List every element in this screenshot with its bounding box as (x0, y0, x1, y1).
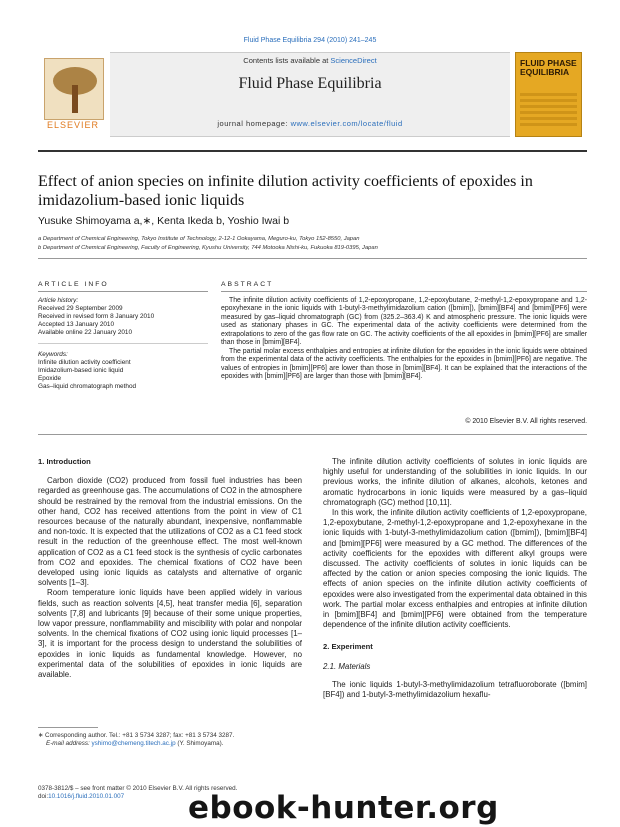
article-history: Article history: Received 29 September 2009 Received in revised form 8 January 2010 Accepted 13 January 2010 Available online 22 January 2010 (38, 297, 208, 337)
body-paragraph: Room temperature ionic liquids have been applied widely in various fields, such as reaction solvents [4,5], heat transfer media [6], separation solvents [7,8] and lubricants [9] because of their some unique properties, low vapor pressure, nonflammability and miscibility with polar and nonpolar solvents. In the chemical fixations of CO2 using ionic liquid processes [1–3], it is important for the process design to understand the solubilities of epoxides in ionic liquids as fundamental knowledge. However, no experimental data of the solubilities of epoxides in ionic liquids are available. (38, 588, 302, 680)
history-item: Available online 22 January 2010 (38, 329, 133, 337)
issn-line: 0378-3812/$ – see front matter © 2010 Elsevier B.V. All rights reserved. (38, 785, 238, 792)
body-left-column (38, 457, 302, 680)
tree-logo-icon (44, 58, 104, 120)
body-paragraph: Carbon dioxide (CO2) produced from fossil fuel industries has been regarded as greenhouse gas. The accumulations of CO2 in the atmosphere should be restrained by the removal from the industrial emissions. On the other hand, CO2 has received attentions from the point in view of C1 resources because of the naturally abundant, inexpensive, nonflammable and non-toxic. It is expected that the utilizations of CO2 as a C1 feed stock result in the reduction of the greenhouse effect. The most well-known application of CO2 as a C1 feed stock is the synthesis of cyclic carbonates from CO2 and epoxides. The chemical fixations of CO2 have been developed using ionic liquids as catalysts and alternative of organic solvents [1–3]. (38, 476, 302, 588)
keyword-item: Gas–liquid chromatograph method (38, 383, 137, 391)
affiliation-divider (38, 258, 587, 259)
article-title: Effect of anion species on infinite dilution activity coefficients of epoxides in imidazolium-based ionic liquids (38, 173, 533, 209)
journal-header (38, 52, 580, 135)
history-item: Accepted 13 January 2010 (38, 321, 115, 329)
footnote-rule (38, 727, 98, 728)
watermark-text: ebook-hunter.org (188, 790, 499, 826)
abstract-paragraph: The infinite dilution activity coefficients of 1,2-epoxypropane, 1,2-epoxybutane, 2-methyl-1,2-epoxypropane and 1,2-epoxyhexane in the ionic liquids with 1-butyl-3-methylimidazolium cation ([bmim]), [bmim][BF4] and [bmim][PF6] were measured by gas–liquid chromatograph (GC) from (325.2–363.4) K and atmospheric pressure. The ionic liquids were used as stationary phases in GC. The experimental data of the activity coefficients were determined from the extrapolations to zero of the gas flow rate on GC. The activity coefficients of the all epoxides in [bmim][PF6] are smaller than those in [bmim][BF4]. (221, 297, 587, 347)
abstract-paragraph: The partial molar excess enthalpies and entropies at infinite dilution for the epoxides in the ionic liquids were obtained from the experimental data of the activity coefficients. The enthalpies for the epoxides in [bmim][PF6] are negative. The values of entropies in [bmim][PF6] are lower than those in [bmim][BF4]. It can be explained that the interactions of the epoxides with [bmim][PF6] are larger than those with [bmim][BF4]. (221, 347, 587, 381)
body-paragraph: The infinite dilution activity coefficients of solutes in ionic liquids are highly useful for understanding of the solubilities in ionic liquids. In our previous works, the infinite dilution of alkanes, alcohols, ketones and aromatic hydrocarbons in ionic liquids were measured by a gas–liquid chromatograph (GC) method [10,11]. (323, 457, 587, 507)
keyword-item: Epoxide (38, 375, 62, 383)
affiliation-b: b Department of Chemical Engineering, Faculty of Engineering, Kyushu University, 744 Motooka Nishi-ku, Fukuoka 819-0395, Japan (38, 245, 378, 251)
history-item: Received in revised form 8 January 2010 (38, 313, 155, 321)
author-list: Yusuke Shimoyama a,∗, Kenta Ikeda b, Yoshio Iwai b (38, 215, 290, 227)
contents-line: Contents lists available at ScienceDirect (243, 56, 377, 65)
doi-link[interactable]: 10.1016/j.fluid.2010.01.007 (48, 793, 125, 801)
body-right-column (323, 457, 587, 700)
email-link[interactable]: yshimo@chemeng.titech.ac.jp (91, 740, 176, 748)
journal-homepage: journal homepage: www.elsevier.com/locate/fluid (217, 119, 403, 128)
publisher-name: ELSEVIER (46, 120, 100, 130)
page-footer: 0378-3812/$ – see front matter © 2010 Elsevier B.V. All rights reserved. doi:10.1016/j.fluid.2010.01.007 (38, 785, 302, 802)
cover-decoration (520, 93, 577, 129)
journal-banner (110, 52, 510, 137)
corresponding-author: ∗ Corresponding author. Tel.: +81 3 5734 3287; fax: +81 3 5734 3287. (38, 732, 235, 739)
elsevier-logo[interactable] (38, 52, 108, 135)
keyword-item: Imidazolium-based ionic liquid (38, 367, 124, 375)
journal-reference[interactable]: Fluid Phase Equilibria 294 (2010) 241–245 (243, 37, 377, 44)
copyright-notice: © 2010 Elsevier B.V. All rights reserved. (465, 418, 587, 425)
header-divider (38, 150, 587, 152)
article-info-heading: ARTICLE INFO (38, 281, 109, 288)
article-info-rule (38, 291, 208, 292)
keywords: Keywords: Infinite dilution activity coefficient Imidazolium-based ionic liquid Epoxide Gas–liquid chromatograph method (38, 351, 208, 391)
abstract-heading: ABSTRACT (221, 281, 274, 288)
section-heading-experiment: 2. Experiment (323, 642, 373, 652)
abstract-divider (38, 434, 587, 435)
journal-title: Fluid Phase Equilibria (238, 75, 382, 92)
history-item: Received 29 September 2009 (38, 305, 123, 313)
section-heading-introduction: 1. Introduction (38, 457, 91, 466)
journal-cover-image[interactable] (515, 52, 582, 137)
abstract-body (221, 297, 587, 382)
affiliation-a: a Department of Chemical Engineering, Tokyo Institute of Technology, 2-12-1 Ookayama, Meguro-ku, Tokyo 152-8550, Japan (38, 236, 360, 242)
keywords-rule (38, 343, 208, 344)
footnote: ∗ Corresponding author. Tel.: +81 3 5734 3287; fax: +81 3 5734 3287. E-mail address: yshimo@chemeng.titech.ac.jp (Y. Shimoyama). (38, 732, 302, 749)
sciencedirect-link[interactable]: ScienceDirect (330, 56, 377, 65)
cover-title: FLUID PHASE EQUILIBRIA (520, 58, 577, 77)
body-paragraph: In this work, the infinite dilution activity coefficients of 1,2-epoxypropane, 1,2-epoxybutane, 2-methyl-1,2-epoxypropane and 1,2-epoxyhexane in the ionic liquids with 1-butyl-3-methylimidazolium cation ([bmim]), [bmim][BF4] and [bmim][PF6] were measured by a GC method. The differences of the activity coefficients for the epoxides with different alkyl groups were discussed. The activity coefficients of solutes in ionic liquids can be affected by the cation or anion species composing the ionic liquids. The effects of anion species on the infinite dilution activity coefficients of epoxides were also investigated from the experimental data obtained in this work. The partial molar excess enthalpies and entropies at infinite dilution in [bmim][BF4] and [bmim][PF6] were obtained from the temperature dependence of the infinite dilution activity coefficients. (323, 508, 587, 630)
keyword-item: Infinite dilution activity coefficient (38, 359, 131, 367)
homepage-link[interactable]: www.elsevier.com/locate/fluid (290, 119, 403, 128)
abstract-rule (221, 291, 587, 292)
body-paragraph: The ionic liquids 1-butyl-3-methylimidazolium tetrafluoroborate ([bmim][BF4]) and 1-butyl-3-methylimidazolium hexaflu- (323, 679, 587, 700)
subsection-heading-materials: 2.1. Materials (323, 661, 371, 671)
